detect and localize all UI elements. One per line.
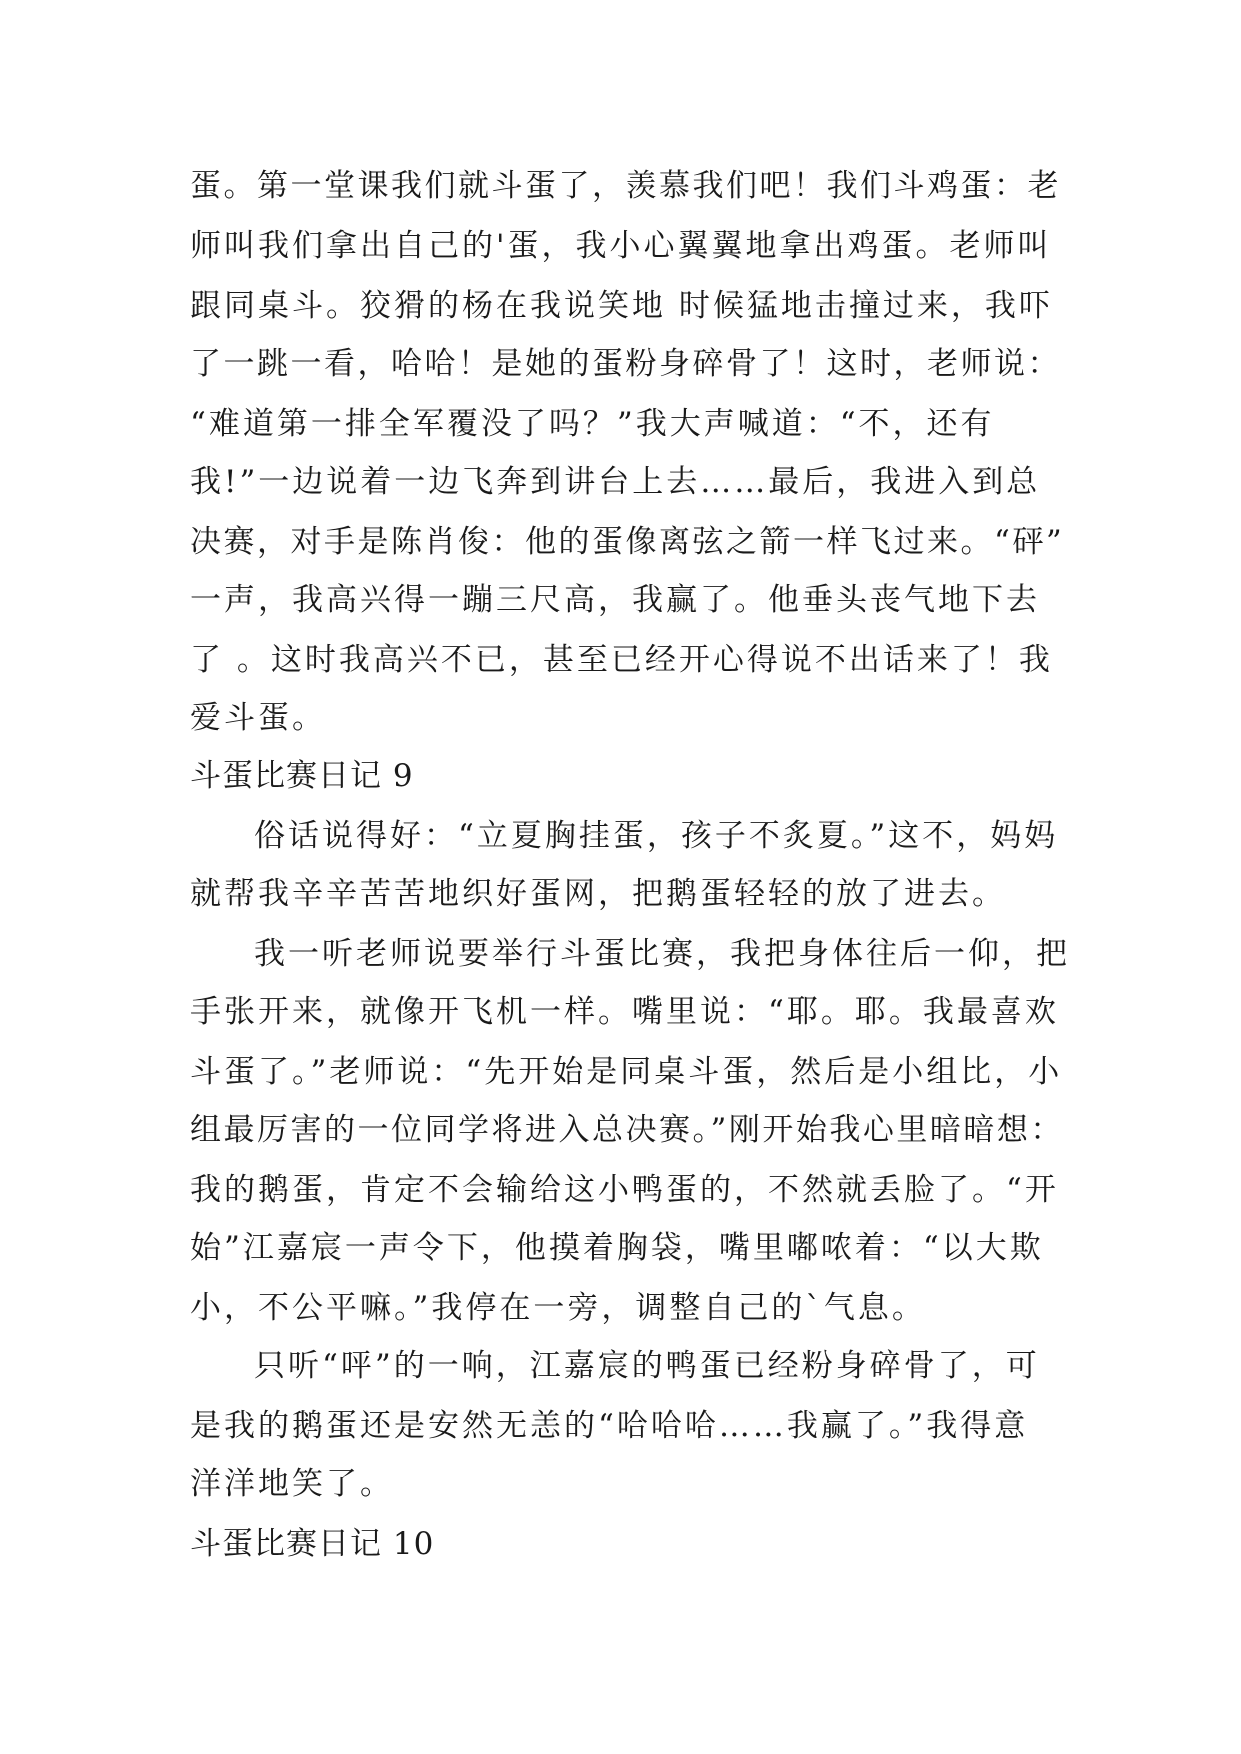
paragraph-line: 就帮我辛辛苦苦地织好蛋网，把鹅蛋轻轻的放了进去。	[190, 876, 1006, 912]
paragraph-line: 俗话说得好：“立夏胸挂蛋，孩子不炙夏。”这不，妈妈	[254, 818, 1059, 854]
paragraph-line: 一声，我高兴得一蹦三尺高，我赢了。他垂头丧气地下去	[190, 582, 1040, 618]
paragraph-line: 了一跳一看，哈哈！是她的蛋粉身碎骨了！这时，老师说：	[190, 346, 1061, 382]
paragraph-line: 蛋。第一堂课我们就斗蛋了，羡慕我们吧！我们斗鸡蛋：老	[190, 168, 1061, 204]
section-title: 斗蛋比赛日记 9	[190, 758, 414, 794]
paragraph-line: 我一听老师说要举行斗蛋比赛，我把身体往后一仰，把	[254, 936, 1070, 972]
paragraph-line: 跟同桌斗。狡猾的杨在我说笑地 时候猛地击撞过来，我吓	[190, 288, 1053, 324]
paragraph-line: 了 。这时我高兴不已，甚至已经开心得说不出话来了！我	[190, 642, 1053, 678]
paragraph-line: 始”江嘉宸一声令下，他摸着胸袋，嘴里嘟哝着：“以大欺	[190, 1230, 1044, 1266]
paragraph-line: “难道第一排全军覆没了吗？”我大声喊道：“不，还有	[190, 406, 995, 442]
paragraph-line: 斗蛋了。”老师说：“先开始是同桌斗蛋，然后是小组比，小	[190, 1054, 1063, 1090]
paragraph-line: 师叫我们拿出自己的'蛋，我小心翼翼地拿出鸡蛋。老师叫	[190, 228, 1052, 264]
paragraph-line: 是我的鹅蛋还是安然无恙的“哈哈哈……我赢了。”我得意	[190, 1408, 1029, 1444]
paragraph-line: 组最厉害的一位同学将进入总决赛。”刚开始我心里暗暗想：	[190, 1112, 1064, 1148]
paragraph-line: 我!”一边说着一边飞奔到讲台上去……最后，我进入到总	[190, 464, 1041, 500]
section-title: 斗蛋比赛日记 10	[190, 1526, 435, 1562]
paragraph-line: 决赛，对手是陈肖俊：他的蛋像离弦之箭一样飞过来。“砰”	[190, 524, 1065, 560]
paragraph-line: 洋洋地笑了。	[190, 1466, 394, 1502]
paragraph-line: 爱斗蛋。	[190, 700, 326, 736]
paragraph-line: 我的鹅蛋，肯定不会输给这小鸭蛋的，不然就丢脸了。“开	[190, 1172, 1059, 1208]
paragraph-line: 小，不公平嘛。”我停在一旁，调整自己的`气息。	[190, 1290, 926, 1326]
paragraph-line: 手张开来，就像开飞机一样。嘴里说：“耶。耶。我最喜欢	[190, 994, 1059, 1030]
paragraph-line: 只听“呯”的一响，江嘉宸的鸭蛋已经粉身碎骨了，可	[254, 1348, 1040, 1384]
